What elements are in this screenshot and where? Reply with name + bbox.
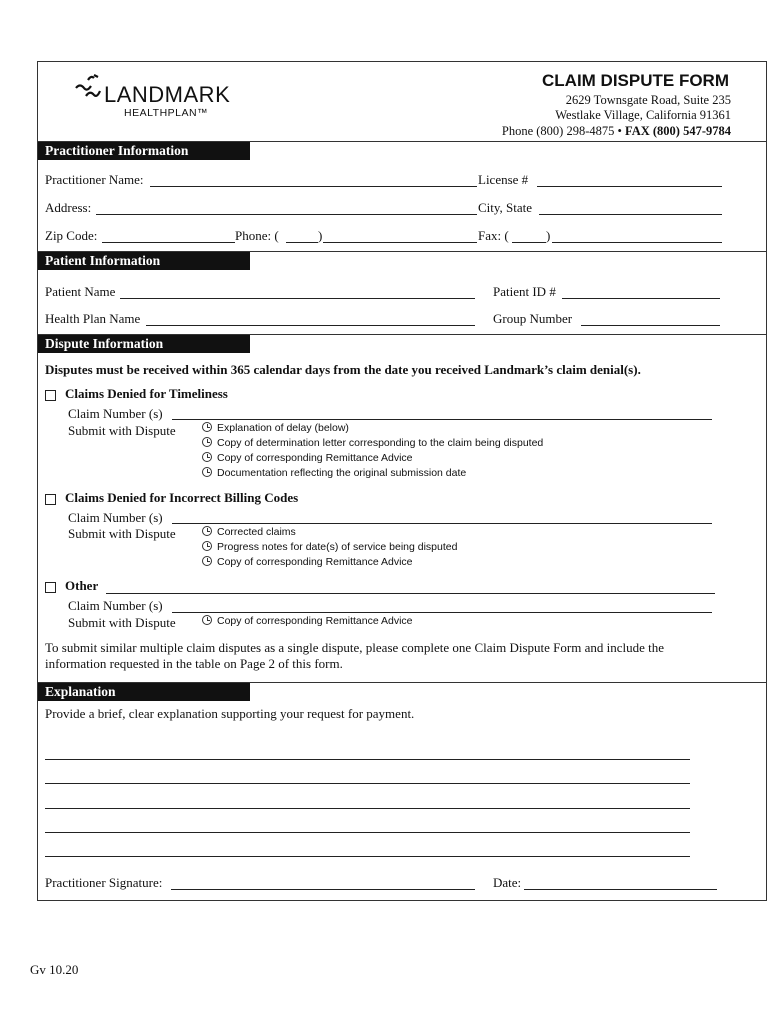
other-claim-number-field[interactable]: [172, 612, 712, 613]
address-line-1: 2629 Townsgate Road, Suite 235: [565, 93, 731, 107]
form-frame: [37, 61, 767, 901]
phone-field[interactable]: [323, 242, 477, 243]
clock-icon: [202, 541, 212, 551]
fax-area-code-field[interactable]: [512, 242, 546, 243]
dispute-section-heading: Dispute Information: [38, 335, 250, 353]
signature-field[interactable]: [171, 889, 475, 890]
zip-code-label: Zip Code:: [45, 228, 98, 243]
other-option[interactable]: [45, 578, 98, 594]
explanation-prompt: Provide a brief, clear explanation supporting your request for payment.: [45, 706, 415, 721]
explanation-line[interactable]: [45, 808, 690, 809]
patient-id-label: Patient ID #: [493, 284, 556, 299]
city-state-label: City, State: [478, 200, 533, 215]
date-label: Date:: [493, 875, 522, 890]
billing-item: Progress notes for date(s) of service being disputed: [202, 541, 457, 553]
license-field[interactable]: [537, 186, 722, 187]
timeliness-checkbox[interactable]: [45, 390, 56, 401]
phone-number: Phone (800) 298-4875 •: [501, 124, 625, 138]
explanation-section-heading: Explanation: [38, 683, 250, 701]
address-field[interactable]: [96, 214, 477, 215]
billing-item: Corrected claims: [202, 526, 296, 538]
clock-icon: [202, 526, 212, 536]
multiple-disputes-note-line-2: information requested in the table on Page 2 of this form.: [45, 656, 343, 671]
explanation-line[interactable]: [45, 832, 690, 833]
timeliness-title: Claims Denied for Timeliness: [65, 386, 228, 401]
patient-name-field[interactable]: [120, 298, 475, 299]
multiple-disputes-note-line-1: To submit similar multiple claim disputes as a single dispute, please complete one Claim Dispute Form and include the: [45, 640, 665, 655]
phone-area-code-field[interactable]: [286, 242, 318, 243]
phone-paren: ): [318, 228, 323, 243]
billing-submit-label: Submit with Dispute: [68, 526, 176, 541]
group-number-label: Group Number: [493, 311, 573, 326]
other-description-field[interactable]: [106, 593, 715, 594]
logo-subtitle: HEALTHPLAN™: [124, 107, 209, 119]
other-claim-number-label: Claim Number (s): [68, 598, 163, 613]
form-title: CLAIM DISPUTE FORM: [542, 71, 729, 90]
patient-name-label: Patient Name: [45, 284, 116, 299]
other-item: Copy of corresponding Remittance Advice: [202, 615, 413, 627]
zip-code-field[interactable]: [102, 242, 235, 243]
health-plan-field[interactable]: [146, 325, 475, 326]
timeliness-item: Copy of corresponding Remittance Advice: [202, 452, 413, 464]
explanation-line[interactable]: [45, 856, 690, 857]
city-state-field[interactable]: [539, 214, 722, 215]
signature-label: Practitioner Signature:: [45, 875, 163, 890]
billing-codes-checkbox[interactable]: [45, 494, 56, 505]
clock-icon: [202, 467, 212, 477]
practitioner-section-heading: Practitioner Information: [38, 142, 250, 160]
fax-label: Fax: (: [478, 228, 509, 243]
explanation-line[interactable]: [45, 759, 690, 760]
clock-icon: [202, 437, 212, 447]
fax-field[interactable]: [552, 242, 722, 243]
patient-id-field[interactable]: [562, 298, 720, 299]
other-submit-label: Submit with Dispute: [68, 615, 176, 630]
health-plan-label: Health Plan Name: [45, 311, 141, 326]
fax-paren: ): [546, 228, 551, 243]
phone-label: Phone: (: [235, 228, 279, 243]
fax-number: FAX (800) 547-9784: [625, 124, 731, 138]
clock-icon: [202, 452, 212, 462]
address-line-2: Westlake Village, California 91361: [555, 108, 731, 122]
explanation-line[interactable]: [45, 783, 690, 784]
timeliness-item: Documentation reflecting the original submission date: [202, 467, 466, 479]
billing-item: Copy of corresponding Remittance Advice: [202, 556, 413, 568]
timeliness-item: Explanation of delay (below): [202, 422, 349, 434]
billing-claim-number-label: Claim Number (s): [68, 510, 163, 525]
practitioner-name-field[interactable]: [150, 186, 477, 187]
billing-claim-number-field[interactable]: [172, 523, 712, 524]
group-number-field[interactable]: [581, 325, 720, 326]
timeliness-claim-number-field[interactable]: [172, 419, 712, 420]
clock-icon: [202, 422, 212, 432]
clock-icon: [202, 556, 212, 566]
dispute-deadline-notice: Disputes must be received within 365 calendar days from the date you received Landmark’s claim denial(s).: [45, 362, 641, 377]
address-label: Address:: [45, 200, 92, 215]
form-version: Gv 10.20: [30, 962, 79, 977]
timeliness-claim-number-label: Claim Number (s): [68, 406, 163, 421]
timeliness-submit-label: Submit with Dispute: [68, 423, 176, 438]
patient-section-heading: Patient Information: [38, 252, 250, 270]
other-title: Other: [65, 578, 99, 593]
timeliness-option[interactable]: [45, 386, 228, 402]
timeliness-item: Copy of determination letter corresponding to the claim being disputed: [202, 437, 543, 449]
billing-codes-option[interactable]: [45, 490, 298, 506]
other-checkbox[interactable]: [45, 582, 56, 593]
date-field[interactable]: [524, 889, 717, 890]
license-label: License #: [478, 172, 529, 187]
logo-name: LANDMARK: [104, 82, 231, 107]
clock-icon: [202, 615, 212, 625]
billing-codes-title: Claims Denied for Incorrect Billing Codes: [65, 490, 299, 505]
practitioner-name-label: Practitioner Name:: [45, 172, 144, 187]
